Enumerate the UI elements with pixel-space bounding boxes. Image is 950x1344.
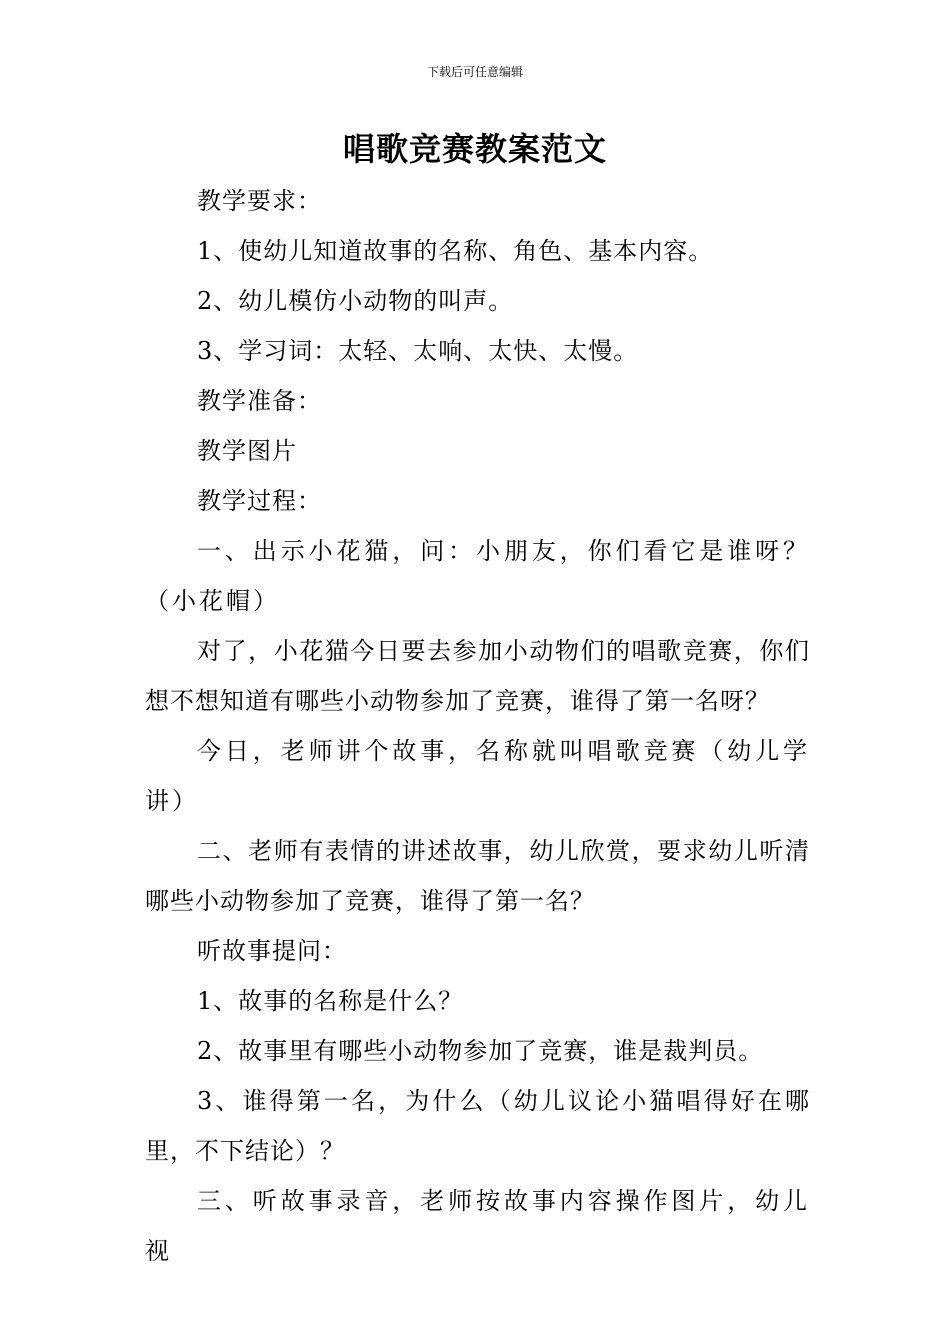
paragraph-requirement-2: 2、幼儿模仿小动物的叫声。 — [197, 287, 514, 315]
paragraph-teaching-preparation-heading: 教学准备： — [197, 387, 322, 415]
document-title: 唱歌竞赛教案范文 — [342, 130, 607, 168]
paragraph-step-1: 一、出示小花猫，问：小朋友，你们看它是谁呀？（小花帽） — [145, 537, 810, 615]
paragraph-step-2: 二、老师有表情的讲述故事，幼儿欣赏，要求幼儿听清哪些小动物参加了竞赛，谁得了第一名？ — [145, 837, 810, 915]
paragraph-requirement-3: 3、学习词：太轻、太响、太快、太慢。 — [197, 337, 639, 365]
paragraph-question-3: 3、谁得第一名，为什么（幼儿议论小猫唱得好在哪里，不下结论）？ — [145, 1087, 810, 1165]
document-body — [145, 176, 810, 1276]
paragraph-question-2: 2、故事里有哪些小动物参加了竞赛，谁是裁判员。 — [197, 1037, 764, 1065]
paragraph-singing-contest-intro: 对了，小花猫今日要去参加小动物们的唱歌竞赛，你们想不想知道有哪些小动物参加了竞赛，谁得了第一名呀？ — [145, 637, 810, 715]
paragraph-teaching-pictures: 教学图片 — [197, 437, 297, 465]
page-header: 下载后可任意编辑 — [426, 65, 523, 79]
paragraph-teaching-requirements-heading: 教学要求： — [197, 187, 322, 215]
paragraph-story-questions-heading: 听故事提问： — [197, 937, 347, 965]
paragraph-story-name: 今日，老师讲个故事，名称就叫唱歌竞赛（幼儿学讲） — [145, 737, 810, 815]
paragraph-step-3: 三、听故事录音，老师按故事内容操作图片，幼儿视 — [145, 1187, 810, 1265]
paragraph-teaching-process-heading: 教学过程： — [197, 487, 322, 515]
paragraph-question-1: 1、故事的名称是什么？ — [197, 987, 464, 1015]
paragraph-requirement-1: 1、使幼儿知道故事的名称、角色、基本内容。 — [197, 237, 714, 265]
